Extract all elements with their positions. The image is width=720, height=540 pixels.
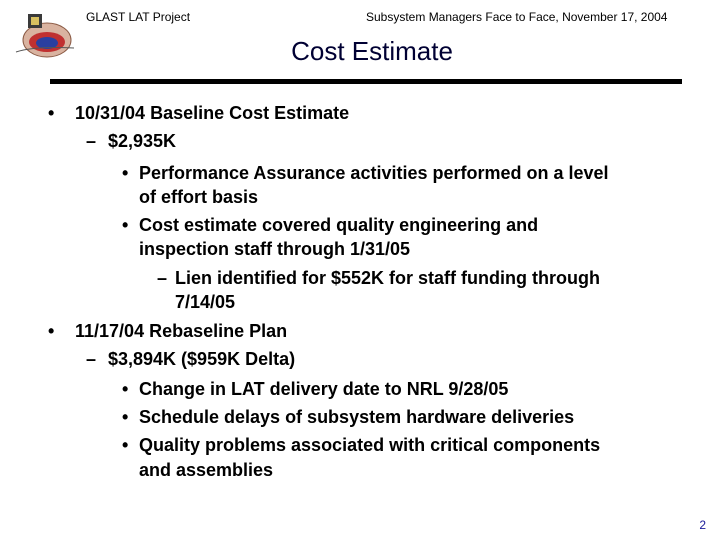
list-item: Schedule delays of subsystem hardware deliveries [139,407,575,427]
title-divider [50,79,682,84]
bullet-marker: – [157,268,168,288]
bullet-marker: • [48,321,55,341]
list-item: Lien identified for $552K for staff funding through [175,268,600,288]
bullet-marker: • [122,163,129,183]
list-item: and assemblies [139,460,274,480]
bullet-marker: • [122,215,129,235]
bullet-marker: • [48,103,55,123]
bullet-marker: • [122,379,129,399]
page-number: 2 [699,518,706,532]
bullet-marker: – [86,349,97,369]
header-meeting: Subsystem Managers Face to Face, November 17, 2004 [366,10,668,24]
list-item: 10/31/04 Baseline Cost Estimate [75,103,350,123]
list-item: Performance Assurance activities performed on a level [139,163,609,183]
list-item: Cost estimate covered quality engineering and [139,215,539,235]
bullet-marker: • [122,407,129,427]
list-item: inspection staff through 1/31/05 [139,239,411,259]
bullet-marker: • [122,435,129,455]
header-project: GLAST LAT Project [86,10,191,24]
list-item: Quality problems associated with critical components [139,435,601,455]
list-item: $2,935K [108,131,177,151]
list-item: 11/17/04 Rebaseline Plan [75,321,288,341]
list-item: $3,894K ($959K Delta) [108,349,296,369]
list-item: of effort basis [139,187,259,207]
list-item: Change in LAT delivery date to NRL 9/28/05 [139,379,509,399]
slide-title: Cost Estimate [291,36,453,66]
list-item: 7/14/05 [175,292,236,312]
bullet-marker: – [86,131,97,151]
